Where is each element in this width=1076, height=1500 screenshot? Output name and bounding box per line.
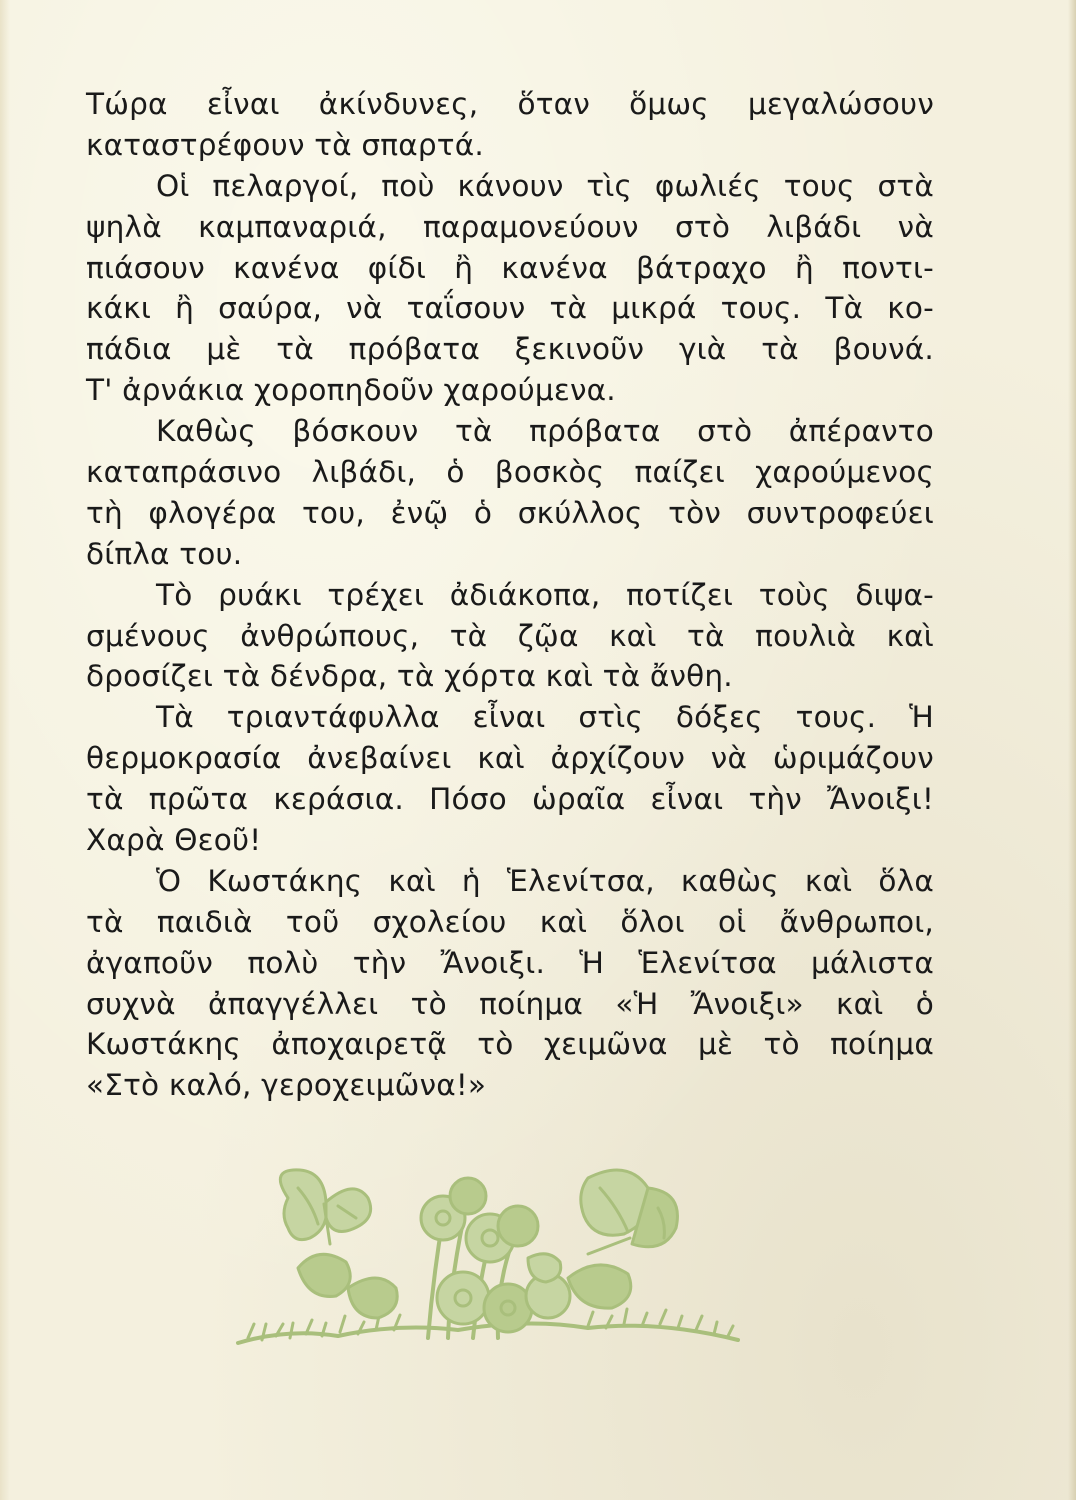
text-line: Ὁ Κωστάκης καὶ ἡ Ἑλενίτσα, καθὼς καὶ ὅλα	[156, 863, 934, 898]
text-line: τὴ φλογέρα του, ἐνῷ ὁ σκύλλος τὸν συντροφεύει	[86, 495, 934, 530]
text-line: ψηλὰ καμπαναριά, παραμονεύουν στὸ λιβάδι νὰ	[86, 209, 934, 244]
text-line: κάκι ἢ σαύρα, νὰ ταΐσουν τὰ μικρά τους. Τὰ κο-	[86, 291, 934, 326]
text-line: «Στὸ καλό, γεροχειμῶνα!»	[86, 1068, 487, 1103]
text-line: θερμοκρασία ἀνεβαίνει καὶ ἀρχίζουν νὰ ὡριμάζουν	[86, 741, 934, 776]
text-line: συχνὰ ἀπαγγέλλει τὸ ποίημα «Ἡ Ἄνοιξι» καὶ ὁ	[86, 986, 934, 1021]
paragraph	[86, 575, 934, 698]
paragraph	[86, 84, 934, 166]
text-line: πιάσουν κανένα φίδι ἢ κανένα βάτραχο ἢ ποντι-	[86, 250, 934, 285]
text-line: καταπράσινο λιβάδι, ὁ βοσκὸς παίζει χαρούμενος	[86, 455, 934, 490]
text-line: τὰ πρῶτα κεράσια. Πόσο ὡραῖα εἶναι τὴν Ἄνοιξι!	[86, 782, 934, 817]
text-line: Κωστάκης ἀποχαιρετᾷ τὸ χειμῶνα μὲ τὸ ποίημα	[86, 1027, 934, 1062]
paragraph	[86, 697, 934, 861]
paragraph	[86, 861, 934, 1106]
text-line: τὰ παιδιὰ τοῦ σχολείου καὶ ὅλοι οἱ ἄνθρωποι,	[86, 904, 934, 939]
text-line: Τώρα εἶναι ἀκίνδυνες, ὅταν ὅμως μεγαλώσουν	[86, 87, 934, 121]
text-line: Οἱ πελαργοί, ποὺ κάνουν τὶς φωλιές τους στὰ	[156, 168, 934, 203]
text-line: καταστρέφουν τὰ σπαρτά.	[86, 127, 484, 162]
text-line: πάδια μὲ τὰ πρόβατα ξεκινοῦν γιὰ τὰ βουνά.	[86, 332, 934, 367]
text-line: σμένους ἀνθρώπους, τὰ ζῷα καὶ τὰ πουλιὰ καὶ	[86, 618, 934, 653]
paragraph	[86, 166, 934, 411]
paragraph	[86, 411, 934, 575]
text-line: δίπλα του.	[86, 536, 243, 571]
text-line: ἀγαποῦν πολὺ τὴν Ἄνοιξι. Ἡ Ἑλενίτσα μάλιστα	[86, 945, 934, 980]
text-line: Τὰ τριαντάφυλλα εἶναι στὶς δόξες τους. Ἡ	[156, 700, 934, 735]
body-text	[86, 84, 934, 1106]
text-line: Τ' ἀρνάκια χοροπηδοῦν χαρούμενα.	[86, 373, 616, 408]
text-line: Καθὼς βόσκουν τὰ πρόβατα στὸ ἀπέραντο	[156, 414, 934, 449]
text-line: Τὸ ρυάκι τρέχει ἀδιάκοπα, ποτίζει τοὺς διψα-	[156, 577, 934, 612]
text-line: δροσίζει τὰ δένδρα, τὰ χόρτα καὶ τὰ ἄνθη.	[86, 659, 733, 694]
text-line: Χαρὰ Θεοῦ!	[86, 823, 262, 858]
page-edge-right	[1068, 0, 1076, 1500]
spring-flowers-illustration	[228, 1158, 748, 1358]
page-edge-left	[0, 0, 10, 1500]
